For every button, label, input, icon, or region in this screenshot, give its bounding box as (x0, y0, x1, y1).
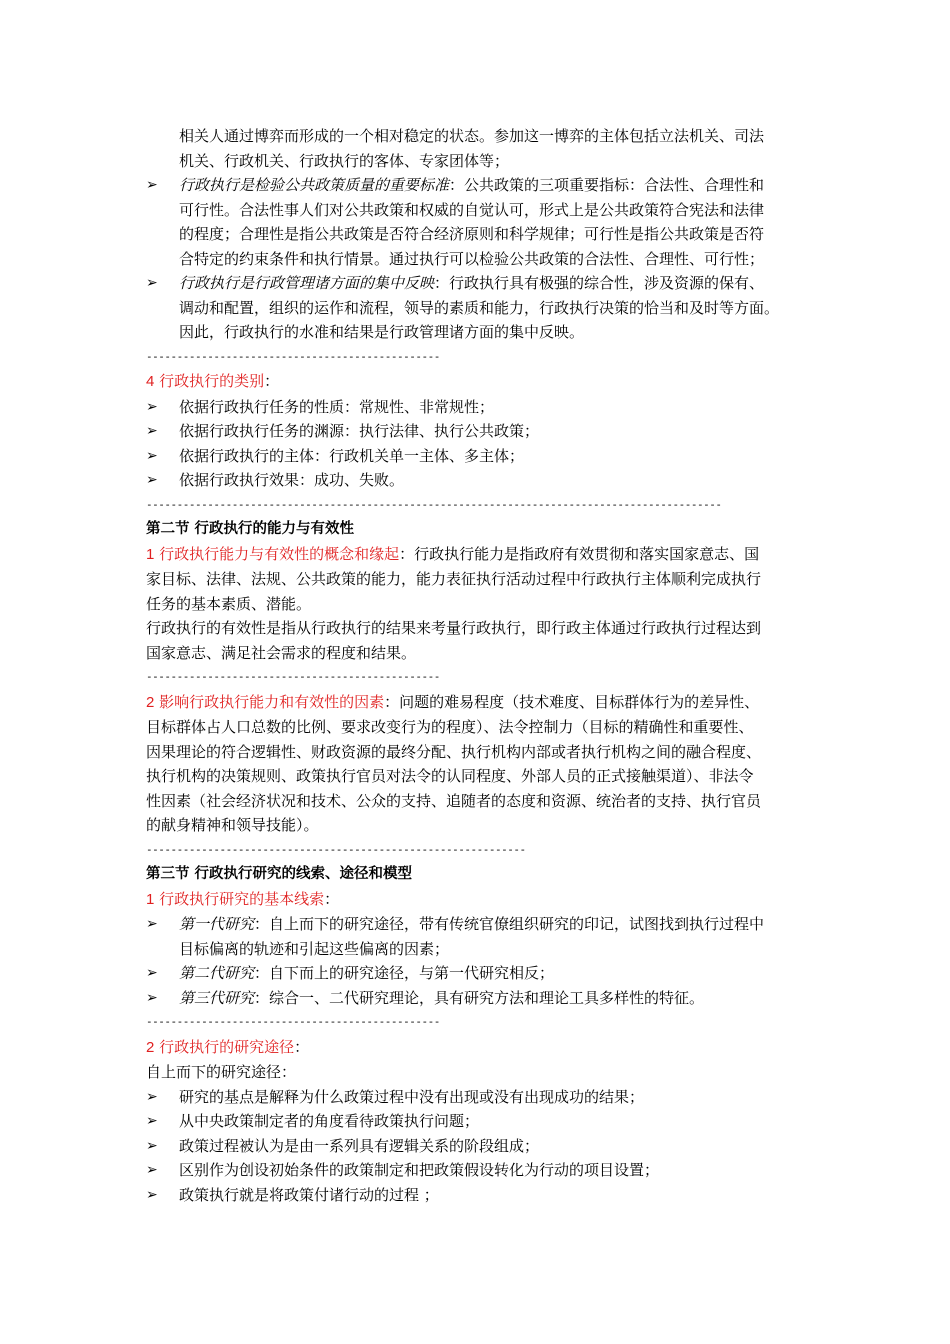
separator-line: ------------------------------------------------ (146, 349, 440, 363)
paragraph-line: 因果理论的符合逻辑性、财政资源的最终分配、执行机构内部或者执行机构之间的融合程度、 (146, 742, 762, 761)
arrow-bullet-icon: ➢ (146, 275, 158, 291)
section-heading: 2 行政执行的研究途径： (146, 1037, 310, 1056)
list-item: ➢ 政策执行就是将政策付诸行动的过程 ； (146, 1183, 826, 1208)
section-heading: 1 行政执行研究的基本线索： (146, 889, 340, 908)
bullet-text: 可行性。合法性事人们对公共政策和权威的自觉认可，形式上是公共政策符合宪法和法律 (179, 200, 765, 219)
paragraph-line: 目标群体占人口总数的比例、要求改变行为的程度）、法令控制力（目标的精确性和重要性、 (146, 718, 754, 736)
bullet-text: 因此，行政执行的水准和结果是行政管理诸方面的集中反映。 (179, 323, 585, 341)
arrow-bullet-icon: ➢ (146, 916, 158, 932)
separator-line: ------------------------------------------------ (146, 670, 440, 683)
paragraph-line: 自上而下的研究途径： (146, 1063, 297, 1081)
chapter-heading: 第二节 行政执行的能力与有效性 (146, 521, 355, 537)
bullet-text: 合特定的约束条件和执行情景。通过执行可以检验公共政策的合法性、合理性、可行性； (179, 249, 765, 268)
list-item: ➢ 依据行政执行效果：成功、失败。 (146, 468, 826, 493)
bullet-text: 的程度；合理性是指公共政策是否符合经济原则和科学规律；可行性是指公共政策是否符 (179, 225, 765, 243)
paragraph-line: 行政执行的有效性是指从行政执行的结果来考量行政执行，即行政主体通过行政执行过程达到 (146, 619, 762, 637)
paragraph-line: 任务的基本素质、潜能。 (146, 594, 312, 613)
list-item: ➢ 依据行政执行任务的性质：常规性、非常规性； (146, 395, 826, 420)
paragraph-line: 的献身精神和领导技能）。 (146, 816, 319, 834)
paragraph-line: 家目标、法律、法规、公共政策的能力，能力表征执行活动过程中行政执行主体顺利完成执行 (146, 570, 762, 588)
arrow-bullet-icon: ➢ (146, 1137, 158, 1154)
paragraph-line: 国家意志、满足社会需求的程度和结果。 (146, 643, 417, 662)
paragraph-line: 相关人通过博弈而形成的一个相对稳定的状态。参加这一博弈的主体包括立法机关、司法 (179, 127, 765, 145)
section-heading: 4 行政执行的类别： (146, 372, 280, 390)
bullet-lead: 行政执行是检验公共政策质量的重要标准 (179, 176, 450, 194)
list-item: ➢ 依据行政执行任务的渊源：执行法律、执行公共政策； (146, 419, 826, 444)
list-item: ➢ 从中央政策制定者的角度看待政策执行问题； (146, 1109, 826, 1134)
arrow-bullet-icon: ➢ (146, 989, 158, 1006)
list-item: ➢ 依据行政执行的主体：行政机关单一主体、多主体； (146, 444, 826, 469)
separator-line: -------------------------------------------------------------- (146, 842, 526, 856)
bullet-lead: 行政执行是行政管理诸方面的集中反映 (179, 274, 435, 292)
arrow-bullet-icon: ➢ (146, 398, 158, 415)
paragraph-line: 执行机构的决策规则、政策执行官员对法令的认同程度、外部人员的正式接触渠道）、非法令 (146, 767, 754, 785)
arrow-bullet-icon: ➢ (146, 1186, 158, 1203)
document-page (146, 124, 826, 1207)
arrow-bullet-icon: ➢ (146, 423, 158, 439)
separator-line: ------------------------------------------------ (146, 1015, 440, 1028)
bullet-text: 调动和配置，组织的运作和流程，领导的素质和能力，行政执行决策的恰当和及时等方面。 (179, 298, 780, 317)
list-item (146, 271, 826, 345)
paragraph-line: 性因素（社会经济状况和技术、公众的支持、追随者的态度和资源、统治者的支持、执行官员 (146, 791, 762, 810)
list-item: ➢ 第二代研究：自下而上的研究途径，与第一代研究相反； (146, 961, 826, 986)
arrow-bullet-icon: ➢ (146, 472, 158, 488)
bullet-text: ：行政执行具有极强的综合性，涉及资源的保有、 (434, 274, 765, 292)
list-item: ➢ 第一代研究：自上而下的研究途径，带有传统官僚组织研究的印记，试图找到执行过程中 目标偏离的轨迹和引起这些偏离的因素； (146, 912, 826, 961)
paragraph-line: 2 影响行政执行能力和有效性的因素：问题的难易程度（技术难度、目标群体行为的差异性、 (146, 692, 760, 711)
arrow-bullet-icon: ➢ (146, 965, 158, 981)
paragraph-line: 机关、行政机关、行政执行的客体、专家团体等； (179, 151, 510, 170)
paragraph-line: 1 行政执行能力与有效性的概念和缘起：行政执行能力是指政府有效贯彻和落实国家意志、国 (146, 544, 760, 563)
list-item: ➢ 研究的基点是解释为什么政策过程中没有出现或没有出现成功的结果； (146, 1085, 826, 1110)
chapter-heading: 第三节 行政执行研究的线索、途径和模型 (146, 866, 413, 882)
bullet-text: ：公共政策的三项重要指标：合法性、合理性和 (449, 176, 765, 194)
arrow-bullet-icon: ➢ (146, 1088, 158, 1105)
arrow-bullet-icon: ➢ (146, 1162, 158, 1178)
list-item (146, 173, 826, 271)
arrow-bullet-icon: ➢ (146, 1113, 158, 1129)
list-item: ➢ 政策过程被认为是由一系列具有逻辑关系的阶段组成； (146, 1134, 826, 1159)
arrow-bullet-icon: ➢ (146, 447, 158, 464)
arrow-bullet-icon: ➢ (146, 177, 158, 193)
separator-line: ---------------------------------------------------------------------------------------------- (146, 497, 722, 511)
list-item: ➢ 第三代研究：综合一、二代研究理论，具有研究方法和理论工具多样性的特征。 (146, 986, 826, 1011)
list-item: ➢ 区别作为创设初始条件的政策制定和把政策假设转化为行动的项目设置； (146, 1158, 826, 1183)
